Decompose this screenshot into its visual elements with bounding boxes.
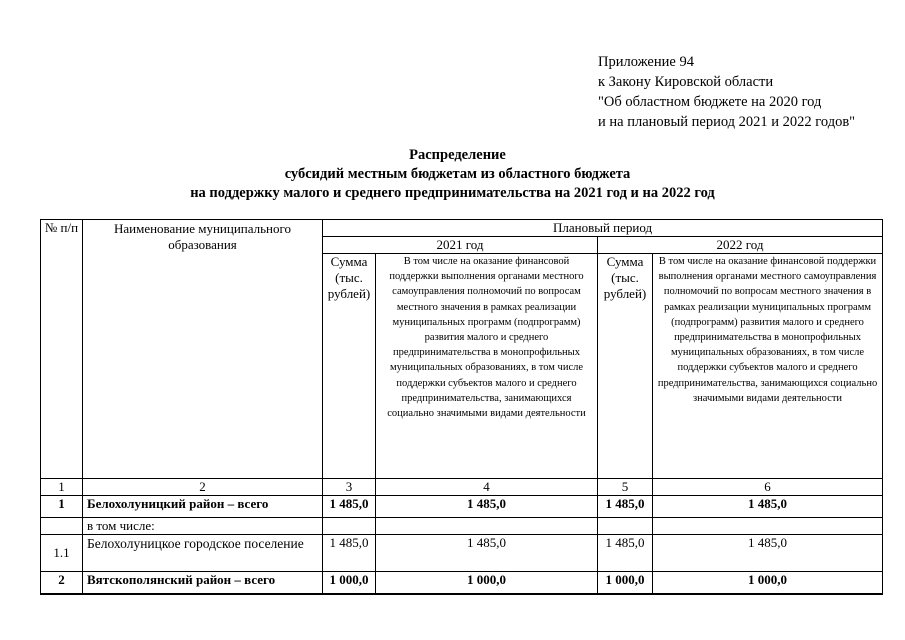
row-name: Вятскополянский район – всего: [83, 572, 323, 595]
row-value: 1 485,0: [376, 496, 598, 518]
row-value: 1 485,0: [323, 496, 376, 518]
column-number: 3: [323, 479, 376, 496]
row-no: 1.1: [41, 535, 83, 572]
row-no: [41, 518, 83, 535]
column-number: 5: [598, 479, 653, 496]
row-value: [598, 518, 653, 535]
title-line: на поддержку малого и среднего предпринимательства на 2021 год и на 2022 год: [190, 185, 715, 201]
row-name: в том числе:: [83, 518, 323, 535]
table-row: [41, 496, 883, 518]
annex-line: "Об областном бюджете на 2020 год: [598, 94, 822, 110]
header-year-2022: 2022 год: [598, 237, 883, 254]
header-incl-2022: В том числе на оказание финансовой поддержки выполнения органами местного самоуправления полномочий по вопросам местного значения в рамках реализации муниципальных программ (подпрограмм) развития малого и среднего предпринимательства в монопрофильных муниципальных образованиях, в том числе поддержки субъектов малого и среднего предпринимательства, занимающихся социально значимыми видами деятельности: [653, 254, 883, 479]
row-value: 1 485,0: [376, 535, 598, 572]
header-planned-period: Плановый период: [323, 220, 883, 237]
header-name: Наименование муниципального образования: [83, 220, 323, 479]
row-value: 1 485,0: [598, 535, 653, 572]
table-row: [41, 535, 883, 572]
row-value: [653, 518, 883, 535]
row-value: 1 000,0: [653, 572, 883, 595]
row-value: 1 000,0: [376, 572, 598, 595]
subsidy-table: [40, 219, 883, 595]
row-value: 1 000,0: [598, 572, 653, 595]
annex-line: Приложение 94: [598, 54, 694, 70]
column-number: 1: [41, 479, 83, 496]
table-row: [41, 572, 883, 595]
annex-line: к Закону Кировской области: [598, 74, 774, 90]
row-no: 2: [41, 572, 83, 595]
row-value: 1 485,0: [323, 535, 376, 572]
row-value: [323, 518, 376, 535]
title-line: субсидий местным бюджетам из областного бюджета: [284, 166, 631, 182]
row-no: 1: [41, 496, 83, 518]
document-title: [0, 146, 905, 203]
annex-header: [598, 52, 855, 132]
column-number: 2: [83, 479, 323, 496]
column-number: 6: [653, 479, 883, 496]
table-row: [41, 518, 883, 535]
row-name: Белохолуницкий район – всего: [83, 496, 323, 518]
row-value: [376, 518, 598, 535]
header-year-2021: 2021 год: [323, 237, 598, 254]
header-incl-2021: В том числе на оказание финансовой поддержки выполнения органами местного самоуправления полномочий по вопросам местного значения в рамках реализации муниципальных программ (подпрограмм) развития малого и среднего предпринимательства в монопрофильных муниципальных образованиях, в том числе поддержки субъектов малого и среднего предпринимательства, занимающихся социально значимыми видами деятельности: [376, 254, 598, 479]
row-value: 1 485,0: [653, 496, 883, 518]
header-sum-2022: Сумма (тыс. рублей): [598, 254, 653, 479]
row-value: 1 000,0: [323, 572, 376, 595]
annex-line: и на плановый период 2021 и 2022 годов": [598, 114, 856, 130]
header-sum-2021: Сумма (тыс. рублей): [323, 254, 376, 479]
header-no: № п/п: [41, 220, 83, 479]
column-number: 4: [376, 479, 598, 496]
row-value: 1 485,0: [653, 535, 883, 572]
row-value: 1 485,0: [598, 496, 653, 518]
row-name: Белохолуницкое городское поселение: [83, 535, 323, 572]
title-line: Распределение: [409, 147, 506, 163]
